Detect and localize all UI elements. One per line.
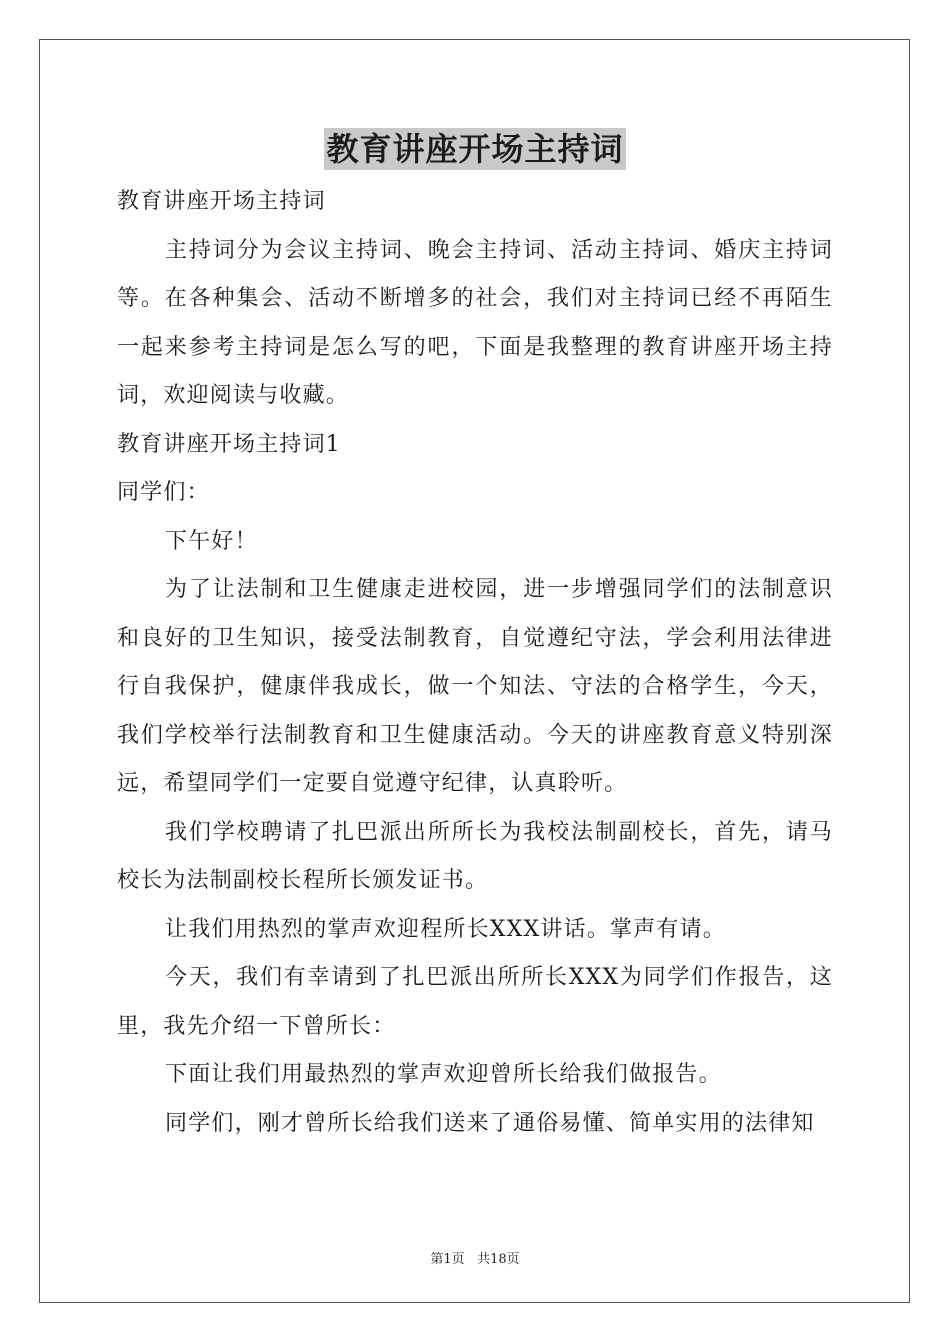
paragraph: 今天，我们有幸请到了扎巴派出所所长XXX为同学们作报告，这里，我先介绍一下曾所长： <box>117 965 833 1039</box>
paragraph: 让我们用热烈的掌声欢迎程所长XXX讲话。掌声有请。 <box>165 916 726 942</box>
page-total: 共18页 <box>477 1252 520 1267</box>
document-title: 教育讲座开场主持词 <box>326 130 624 168</box>
paragraph: 同学们，刚才曾所长给我们送来了通俗易懂、简单实用的法律知 <box>165 1110 815 1136</box>
paragraph: 我们学校聘请了扎巴派出所所长为我校法制副校长，首先，请马校长为法制副校长程所长颁发证书。 <box>117 819 833 893</box>
paragraph: 同学们： <box>117 480 210 505</box>
paragraph: 教育讲座开场主持词1 <box>117 431 341 457</box>
paragraph: 教育讲座开场主持词 <box>117 189 326 214</box>
page-number: 第1页 <box>430 1252 465 1267</box>
paragraph: 为了让法制和卫生健康走进校园，进一步增强同学们的法制意识和良好的卫生知识，接受法制教育，自觉遵纪守法，学会利用法律进行自我保护，健康伴我成长，做一个知法、守法的合格学生，今天，我们学校举行法制教育和卫生健康活动。今天的讲座教育意义特别深远，希望同学们一定要自觉遵守纪律，认真聆听。 <box>117 577 833 796</box>
page-footer <box>0 1248 950 1267</box>
document-body <box>117 178 833 1148</box>
title-container <box>0 128 950 170</box>
paragraph: 下面让我们用最热烈的掌声欢迎曾所长给我们做报告。 <box>165 1062 722 1087</box>
paragraph: 下午好！ <box>165 528 258 554</box>
paragraph: 主持词分为会议主持词、晚会主持词、活动主持词、婚庆主持词等。在各种集会、活动不断增多的社会，我们对主持词已经不再陌生一起来参考主持词是怎么写的吧，下面是我整理的教育讲座开场主持词，欢迎阅读与收藏。 <box>117 237 833 408</box>
